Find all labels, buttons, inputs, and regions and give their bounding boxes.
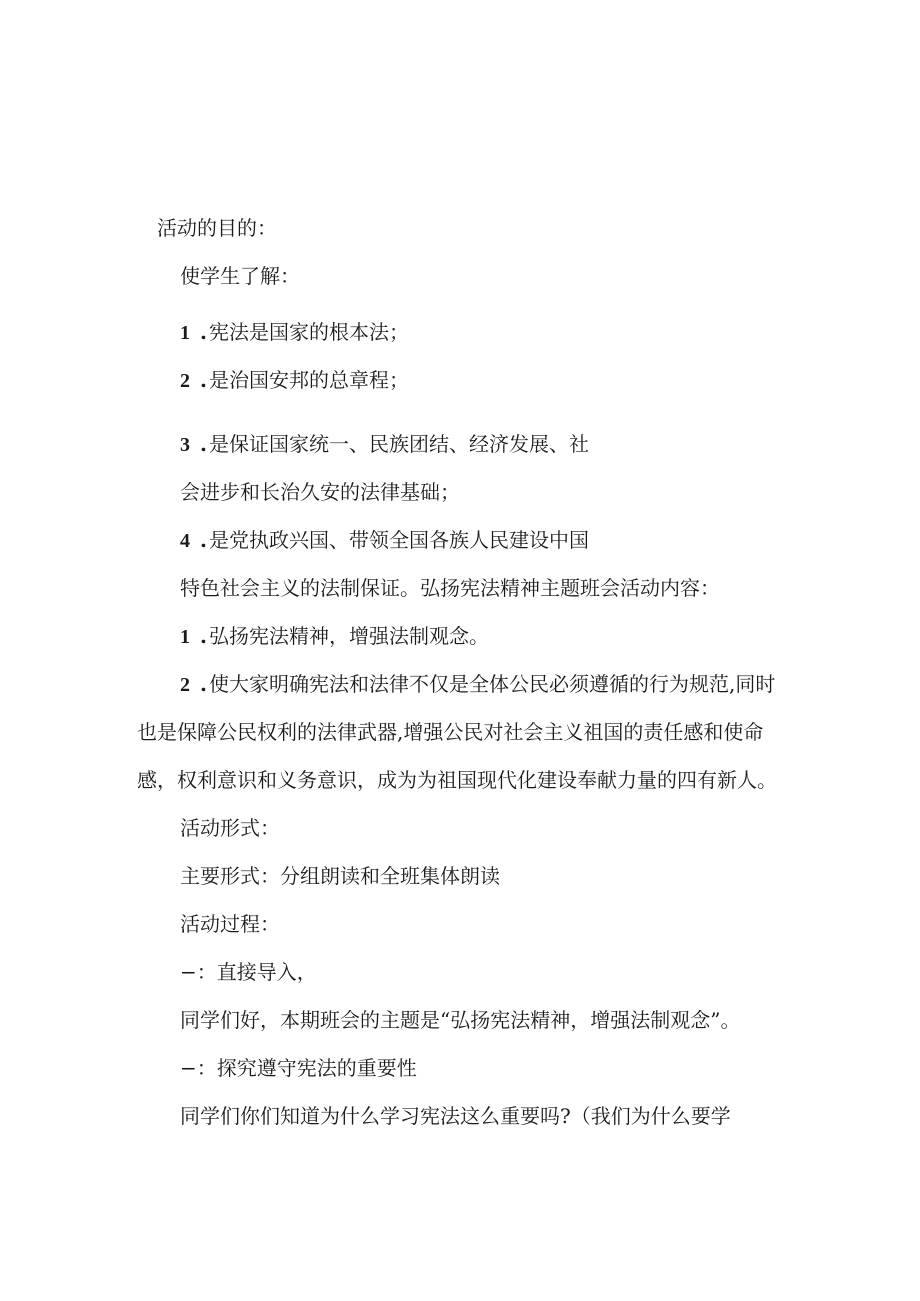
step-one-heading: −：直接导入，	[180, 960, 317, 984]
content-item	[180, 670, 775, 699]
purpose-item	[180, 318, 409, 347]
item-text: 是治国安邦的总章程；	[208, 368, 409, 392]
purpose-item	[180, 430, 589, 459]
content-item	[180, 622, 489, 651]
purpose-heading: 活动的目的：	[157, 216, 277, 240]
item-text: 是保证国家统一、民族团结、经济发展、社	[208, 432, 589, 456]
item-text: 使大家明确宪法和法律不仅是全体公民必须遵循的行为规范,同时	[208, 672, 776, 696]
form-main: 主要形式：分组朗读和全班集体朗读	[180, 864, 500, 888]
content-continuation: 感，权利意识和义务意识，成为为祖国现代化建设奉献力量的四有新人。	[137, 768, 777, 792]
item-number: 1	[180, 322, 190, 344]
step-two-heading: −：探究遵守宪法的重要性	[180, 1056, 417, 1080]
purpose-item	[180, 366, 409, 395]
item-text: 宪法是国家的根本法；	[208, 320, 409, 344]
item-number: 3	[180, 434, 190, 456]
item-text: 弘扬宪法精神，增强法制观念。	[208, 624, 489, 648]
item-separator: .	[200, 320, 207, 344]
item-separator: .	[200, 672, 207, 696]
item-number: 2	[180, 370, 190, 392]
purpose-continuation: 会进步和长治久安的法律基础；	[180, 480, 460, 504]
item-number: 2	[180, 674, 190, 696]
purpose-item	[180, 526, 589, 555]
item-number: 1	[180, 626, 190, 648]
item-text: 是党执政兴国、带领全国各族人民建设中国	[208, 528, 589, 552]
form-heading: 活动形式：	[180, 816, 280, 840]
item-separator: .	[200, 528, 207, 552]
purpose-continuation: 特色社会主义的法制保证。弘扬宪法精神主题班会活动内容：	[180, 576, 720, 600]
intro-line: 使学生了解：	[180, 264, 300, 288]
step-two-text: 同学们你们知道为什么学习宪法这么重要吗?（我们为什么要学	[180, 1104, 731, 1128]
content-continuation: 也是保障公民权利的法律武器,增强公民对社会主义祖国的责任感和使命	[137, 720, 764, 744]
item-separator: .	[200, 432, 207, 456]
step-one-text: 同学们好，本期班会的主题是“弘扬宪法精神，增强法制观念”。	[180, 1008, 741, 1032]
process-heading: 活动过程：	[180, 912, 280, 936]
item-separator: .	[200, 624, 207, 648]
item-number: 4	[180, 530, 190, 552]
item-separator: .	[200, 368, 207, 392]
